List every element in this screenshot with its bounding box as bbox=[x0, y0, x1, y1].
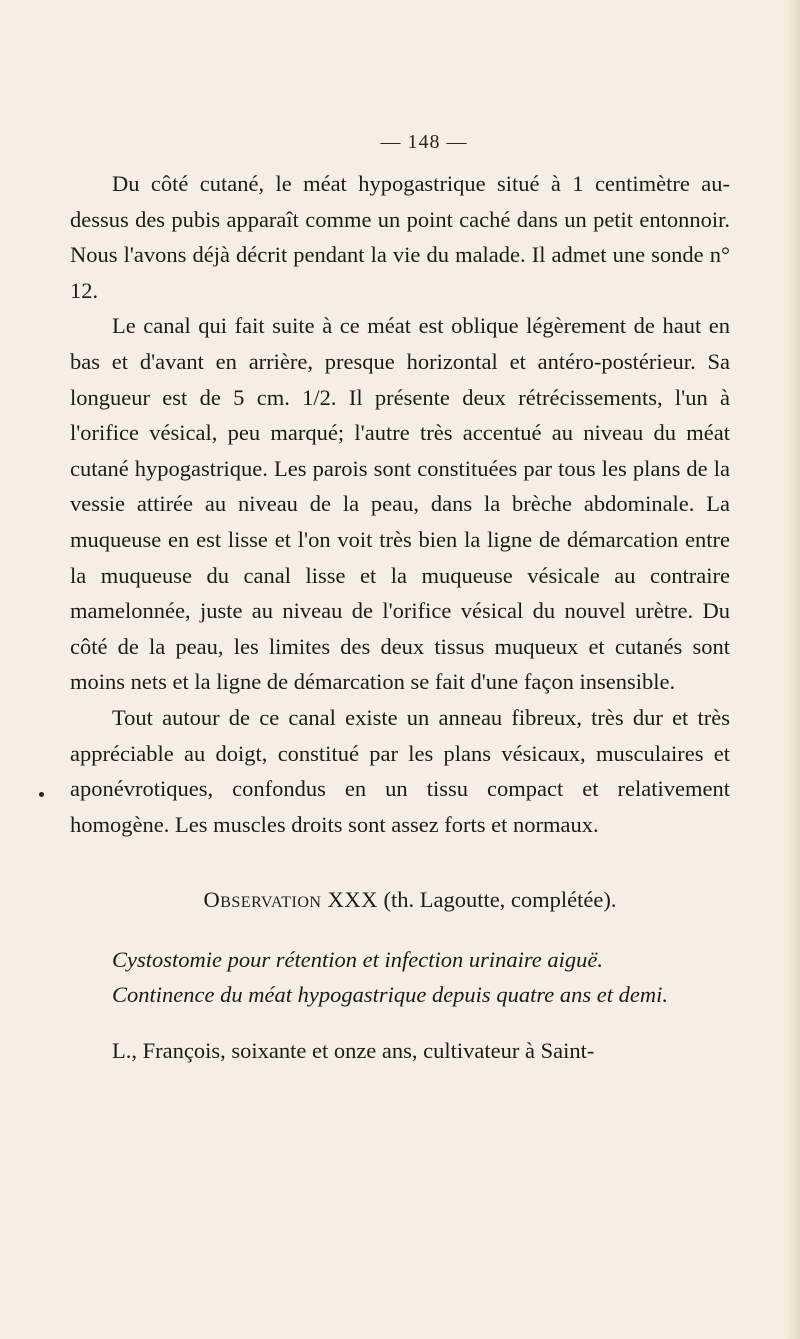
paragraph-2: Le canal qui fait suite à ce méat est oblique légèrement de haut en bas et d'avant en arrière, presque horizontal et antéro-postérieur. Sa longueur est de 5 cm. 1/2. Il présente deux rétrécissements, l'un à l'orifice vésical, peu marqué; l'autre très accentué au niveau du méat cutané hypogastrique. Les parois sont constituées par tous les plans de la vessie attirée au niveau de la peau, dans la brèche abdominale. La muqueuse en est lisse et l'on voit très bien la ligne de démarcation entre la muqueuse du canal lisse et la muqueuse vésicale au contraire mamelonnée, juste au niveau de l'orifice vésical du nouvel urètre. Du côté de la peau, les limites des deux tissus muqueux et cutanés sont moins nets et la ligne de démarcation se fait d'une façon insensible. bbox=[70, 313, 730, 695]
observation-label: Observation XXX bbox=[203, 887, 378, 913]
page-number: — 148 — bbox=[380, 131, 468, 153]
subtitle-line-2: Continence du méat hypogastrique depuis quatre ans et demi. bbox=[112, 982, 668, 1008]
page-edge-shadow bbox=[786, 0, 800, 1339]
paragraph-4: L., François, soixante et onze ans, cultivateur à Saint- bbox=[112, 1038, 595, 1064]
paragraph-3: Tout autour de ce canal existe un anneau fibreux, très dur et très appréciable au doigt, constitué par les plans vésicaux, musculaires et aponévrotiques, confondus en un tissu compact et relativement homogène. Les muscles droits sont assez forts et normaux. bbox=[70, 704, 730, 837]
observation-heading bbox=[70, 882, 730, 918]
document-page bbox=[70, 118, 730, 1069]
observation-subtitle bbox=[70, 942, 730, 1013]
margin-mark bbox=[39, 792, 44, 797]
paragraph-1: Du côté cutané, le méat hypogastrique situé à 1 centimètre au-dessus des pubis apparaît comme un point caché dans un petit entonnoir. Nous l'avons déjà décrit pendant la vie du malade. Il admet une sonde n° 12. bbox=[70, 171, 730, 303]
observation-source: (th. Lagoutte, complétée). bbox=[377, 887, 617, 913]
subtitle-line-1: Cystostomie pour rétention et infection urinaire aiguë. bbox=[112, 946, 603, 972]
